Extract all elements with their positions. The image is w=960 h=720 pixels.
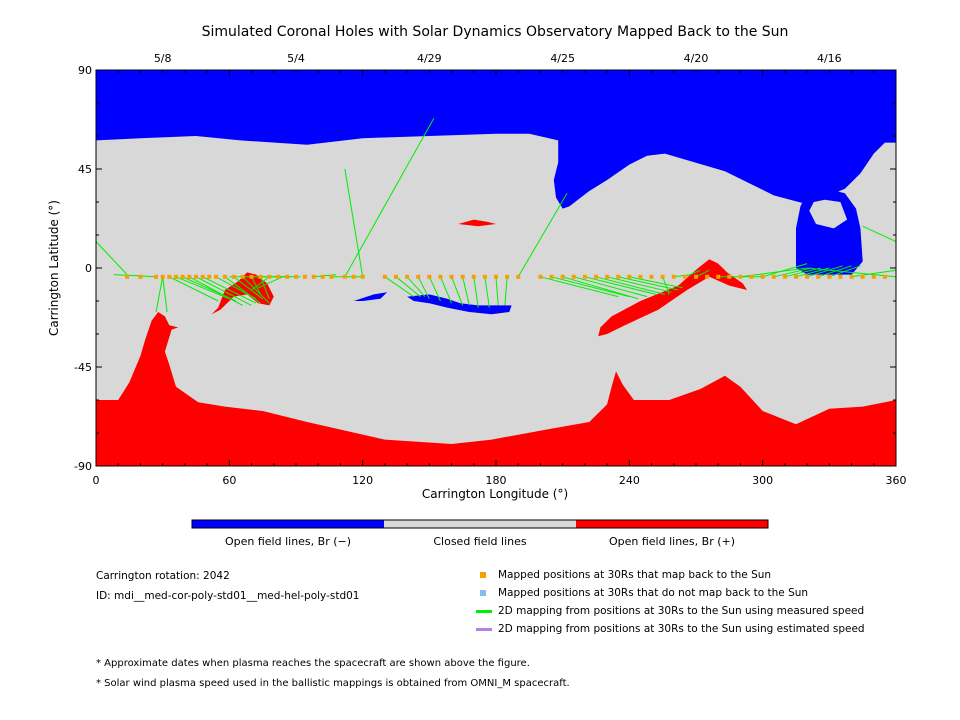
legend-mapped-yes-label: Mapped positions at 30Rs that map back to the Sun [498, 569, 772, 581]
mapped-point [638, 275, 642, 279]
mapped-point [661, 275, 665, 279]
colorbar-label: Open field lines, Br (−) [224, 535, 352, 548]
colorbar [192, 520, 768, 548]
legend-estimated-speed [476, 620, 946, 638]
legend-mapped-no-label: Mapped positions at 30Rs that do not map back to the Sun [498, 587, 809, 599]
mapped-point [872, 275, 876, 279]
legend-mapped-yes [476, 566, 946, 584]
mapped-point [201, 275, 205, 279]
y-tick-label: 45 [78, 163, 92, 176]
mapped-point [683, 275, 687, 279]
x-tick-label: 60 [222, 474, 237, 487]
mapped-point [416, 275, 420, 279]
mapped-point [125, 275, 129, 279]
mapped-point [783, 275, 787, 279]
mapped-point [861, 275, 865, 279]
mapped-point [394, 275, 398, 279]
y-axis-label: Carrington Latitude (°) [47, 200, 61, 336]
mapped-point [361, 275, 365, 279]
mapped-point [438, 275, 442, 279]
legend-mapped-no [476, 584, 946, 602]
mapped-point [650, 275, 654, 279]
mapped-point [483, 275, 487, 279]
colorbar-label: Closed field lines [433, 535, 527, 548]
mapped-point [161, 275, 165, 279]
mapped-point [303, 275, 307, 279]
mapped-point [167, 275, 171, 279]
legend-measured-speed [476, 602, 946, 620]
info-block [96, 566, 436, 606]
mapped-point [258, 275, 262, 279]
mapped-point [772, 275, 776, 279]
date-label: 4/29 [416, 52, 442, 65]
x-tick-label: 0 [92, 474, 100, 487]
mapped-point [538, 275, 542, 279]
colorbar-segment [576, 520, 768, 528]
x-tick-label: 180 [485, 474, 507, 487]
colorbar-segment [192, 520, 384, 528]
mapped-point [494, 275, 498, 279]
mapped-point [194, 275, 198, 279]
mapped-point [805, 275, 809, 279]
x-axis-label: Carrington Longitude (°) [421, 487, 569, 501]
mapped-point [738, 275, 742, 279]
orange-square-icon [480, 572, 486, 578]
date-label: 4/25 [550, 52, 576, 65]
mapped-point [583, 275, 587, 279]
mapped-point [330, 275, 334, 279]
blue-square-icon [480, 590, 486, 596]
date-label: 5/8 [153, 52, 172, 65]
y-tick-label: 90 [78, 64, 92, 77]
x-tick-label: 300 [752, 474, 774, 487]
colorbar-label: Open field lines, Br (+) [608, 535, 736, 548]
mapped-point [154, 275, 158, 279]
mapped-point [605, 275, 609, 279]
mapped-point [561, 275, 565, 279]
y-tick-label: 0 [85, 262, 92, 275]
mapped-point [207, 275, 211, 279]
mapped-point [761, 275, 765, 279]
mapped-point [187, 275, 191, 279]
mapped-point [383, 275, 387, 279]
x-tick-label: 240 [618, 474, 640, 487]
mapped-point [343, 275, 347, 279]
mapped-point [405, 275, 409, 279]
mapped-point [727, 275, 731, 279]
footnote-dates: * Approximate dates when plasma reaches the spacecraft are shown above the figure. [96, 658, 530, 669]
mapped-point [461, 275, 465, 279]
mapped-point [294, 275, 298, 279]
mapped-point [550, 275, 554, 279]
mapped-point [214, 275, 218, 279]
mapped-point [232, 275, 236, 279]
mapped-point [883, 275, 887, 279]
plot-area [96, 70, 896, 466]
mapped-point [516, 275, 520, 279]
mapped-point [672, 275, 676, 279]
purple-line-icon [476, 628, 492, 631]
x-tick-label: 360 [885, 474, 907, 487]
mapped-point [241, 275, 245, 279]
x-tick-label: 120 [352, 474, 374, 487]
mapped-point [285, 275, 289, 279]
footnote-speed: * Solar wind plasma speed used in the ballistic mappings is obtained from OMNI_M spacecraft. [96, 678, 570, 689]
mapped-point [223, 275, 227, 279]
legend [476, 566, 946, 638]
mapped-point [276, 275, 280, 279]
mapped-point [472, 275, 476, 279]
mapped-point [267, 275, 271, 279]
carrington-rotation: Carrington rotation: 2042 [96, 570, 230, 582]
mapped-point [627, 275, 631, 279]
model-id: ID: mdi__med-cor-poly-std01__med-hel-poly-std01 [96, 590, 360, 602]
top-date-labels [154, 52, 842, 65]
mapped-point [794, 275, 798, 279]
chart-title: Simulated Coronal Holes with Solar Dynamics Observatory Mapped Back to the Sun [201, 24, 789, 40]
mapped-point [850, 275, 854, 279]
mapped-point [750, 275, 754, 279]
legend-estimated-speed-label: 2D mapping from positions at 30Rs to the Sun using estimated speed [498, 623, 865, 635]
mapped-point [705, 275, 709, 279]
date-label: 5/4 [287, 52, 305, 65]
mapped-point [174, 275, 178, 279]
mapped-point [427, 275, 431, 279]
y-tick-label: -45 [74, 361, 92, 374]
mapped-point [827, 275, 831, 279]
mapped-point [250, 275, 254, 279]
mapped-point [138, 275, 142, 279]
mapped-point [716, 275, 720, 279]
mapped-point [352, 275, 356, 279]
legend-measured-speed-label: 2D mapping from positions at 30Rs to the Sun using measured speed [498, 605, 865, 617]
mapped-point [616, 275, 620, 279]
mapped-point [312, 275, 316, 279]
y-tick-label: -90 [74, 460, 92, 473]
mapped-point [594, 275, 598, 279]
mapped-point [694, 275, 698, 279]
mapped-point [816, 275, 820, 279]
mapped-point [572, 275, 576, 279]
green-line-icon [476, 610, 492, 613]
mapped-point [321, 275, 325, 279]
colorbar-segment [384, 520, 576, 528]
mapped-point [450, 275, 454, 279]
mapped-point [505, 275, 509, 279]
mapped-point [838, 275, 842, 279]
mapped-point [181, 275, 185, 279]
footnotes [96, 654, 896, 694]
date-label: 4/20 [683, 52, 709, 65]
date-label: 4/16 [816, 52, 842, 65]
